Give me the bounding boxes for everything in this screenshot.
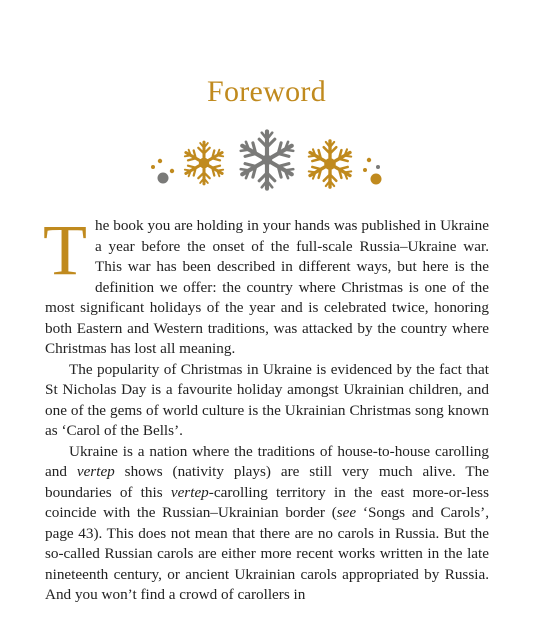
paragraph-3-italic-2: vertep — [170, 483, 209, 501]
paragraph-1-text: he book you are holding in your hands was published in Ukraine a year before the onset of the full-scale Russia–Ukraine war. This war has been described in different ways, but here is the definition we offer: the country where Christmas is one of the most significant holidays of the year and is celebrated twice, honoring both Eastern and Western traditions, was attacked by the country where Christmas has lost all meaning. — [45, 217, 489, 357]
paragraph-3-text-1: Ukraine is a nation where the traditions of house-to-house carolling and — [45, 442, 489, 480]
chapter-title: Foreword — [206, 75, 327, 108]
paragraph-2: The popularity of Christmas in Ukraine is evidenced by the fact that St Nicholas Day is a favourite holiday amongst Ukrainian children, and one of the gems of world culture is the Ukrainian Christmas song known as ‘Carol of the Bells’. — [45, 360, 489, 439]
paragraph-3-text-4: ‘Songs and Carols’, page 43). This does not mean that there are no carols in Russia. But the so-called Russian carols are either more recent works written in the late nineteenth century, or ancient Ukrainian carols appropriated by Russia. And you won’t find a crowd of carollers in — [45, 504, 489, 603]
dots-icon — [363, 158, 382, 185]
snowflake-ornament — [146, 127, 388, 193]
paragraph-3-text-2: shows (nativity plays) are still very much alive. The boundaries of this — [45, 463, 489, 501]
dots-icon — [151, 159, 174, 184]
gold-snowflake-icon — [307, 141, 353, 187]
paragraph-3-italic-1: vertep — [76, 463, 115, 480]
paragraph-3-text-3: -carolling territory in the east more-or-less coincide with the Russian–Ukrainian border ( — [45, 483, 489, 521]
body-text — [43, 210, 489, 606]
grey-snowflake-icon — [238, 131, 295, 188]
gold-snowflake-icon — [183, 142, 225, 184]
paragraph-3-italic-3: see — [336, 504, 357, 521]
paragraph-1 — [43, 210, 489, 360]
drop-cap: T — [43, 210, 87, 290]
paragraph-3 — [45, 442, 489, 606]
